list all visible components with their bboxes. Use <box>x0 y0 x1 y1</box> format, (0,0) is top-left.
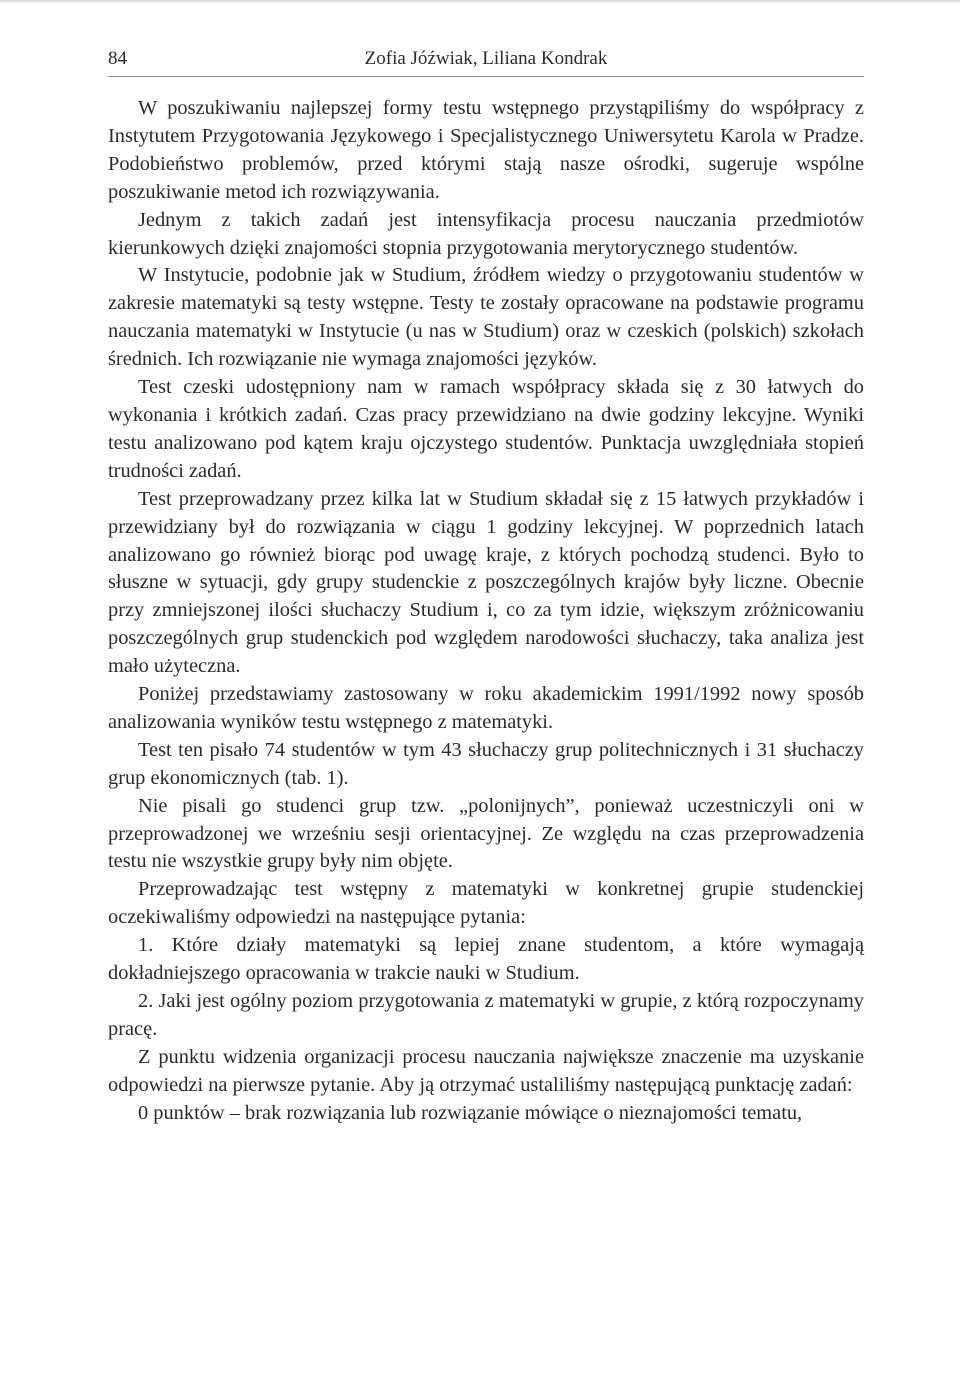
paragraph: Przeprowadzając test wstępny z matematyki w konkretnej grupie studenckiej oczekiwaliśmy odpowiedzi na następujące pytania: <box>108 878 864 929</box>
page-number: 84 <box>108 48 127 69</box>
paragraph: Z punktu widzenia organizacji procesu nauczania największe znaczenie ma uzyskanie odpowiedzi na pierwsze pytanie. Aby ją otrzymać ustaliliśmy następującą punktację zadań: <box>108 1045 864 1096</box>
body-text <box>108 95 864 1128</box>
list-item-question-2: 2. Jaki jest ogólny poziom przygotowania z matematyki w grupie, z którą rozpoczynamy pracę. <box>108 990 864 1040</box>
running-title: Zofia Jóźwiak, Liliana Kondrak <box>364 48 608 69</box>
header-rule <box>108 76 864 77</box>
paragraph: Jednym z takich zadań jest intensyfikacja procesu nauczania przedmiotów kierunkowych dzięki znajomości stopnia przygotowania merytorycznego studentów. <box>108 208 864 259</box>
paragraph: W Instytucie, podobnie jak w Studium, źródłem wiedzy o przygotowaniu studentów w zakresie matematyki są testy wstępne. Testy te zostały opracowane na podstawie programu nauczania matematyki w Instytucie (u nas w Studium) oraz w czeskich (polskich) szkołach średnich. Ich rozwiązanie nie wymaga znajomości języków. <box>108 264 864 371</box>
paragraph: W poszukiwaniu najlepszej formy testu wstępnego przystąpiliśmy do współpracy z Instytutem Przygotowania Językowego i Specjalistycznego Uniwersytetu Karola w Pradze. Podobieństwo problemów, przed którymi stają nasze ośrodki, sugeruje wspólne poszukiwanie metod ich rozwiązywania. <box>108 97 864 203</box>
paragraph: Test ten pisało 74 studentów w tym 43 słuchaczy grup politechnicznych i 31 słuchaczy grup ekonomicznych (tab. 1). <box>108 738 864 789</box>
paragraph: Nie pisali go studenci grup tzw. „polonijnych”, ponieważ uczestniczyli oni w przeprowadzonej we wrześniu sesji orientacyjnej. Ze względu na czas przeprowadzenia testu nie wszystkie grupy były nim objęte. <box>108 794 864 873</box>
paragraph: Poniżej przedstawiamy zastosowany w roku akademickim 1991/1992 nowy sposób analizowania wyników testu wstępnego z matematyki. <box>108 683 864 733</box>
list-item-question-1: 1. Które działy matematyki są lepiej znane studentom, a które wymagają dokładniejszego opracowania w trakcie nauki w Studium. <box>108 934 864 985</box>
scan-top-edge <box>0 0 960 4</box>
running-head <box>108 44 864 74</box>
paragraph: Test czeski udostępniony nam w ramach współpracy składa się z 30 łatwych do wykonania i krótkich zadań. Czas pracy przewidziano na dwie godziny lekcyjne. Wyniki testu analizowano pod kątem kraju ojczystego studentów. Punktacja uwzględniała stopień trudności zadań. <box>108 376 864 482</box>
paragraph: Test przeprowadzany przez kilka lat w Studium składał się z 15 łatwych przykładów i przewidziany był do rozwiązania w ciągu 1 godziny lekcyjnej. W poprzednich latach analizowano go również biorąc pod uwagę kraje, z których pochodzą studenci. Było to słuszne w sytuacji, gdy grupy studenckie z poszczególnych krajów były liczne. Obecnie przy zmniejszonej ilości słuchaczy Studium i, co za tym idzie, większym zróżnicowaniu poszczególnych grup studenckich pod względem narodowości słuchaczy, taka analiza jest mało użyteczna. <box>108 487 864 678</box>
scoring-item: 0 punktów – brak rozwiązania lub rozwiązanie mówiące o nieznajomości tematu, <box>138 1101 803 1124</box>
